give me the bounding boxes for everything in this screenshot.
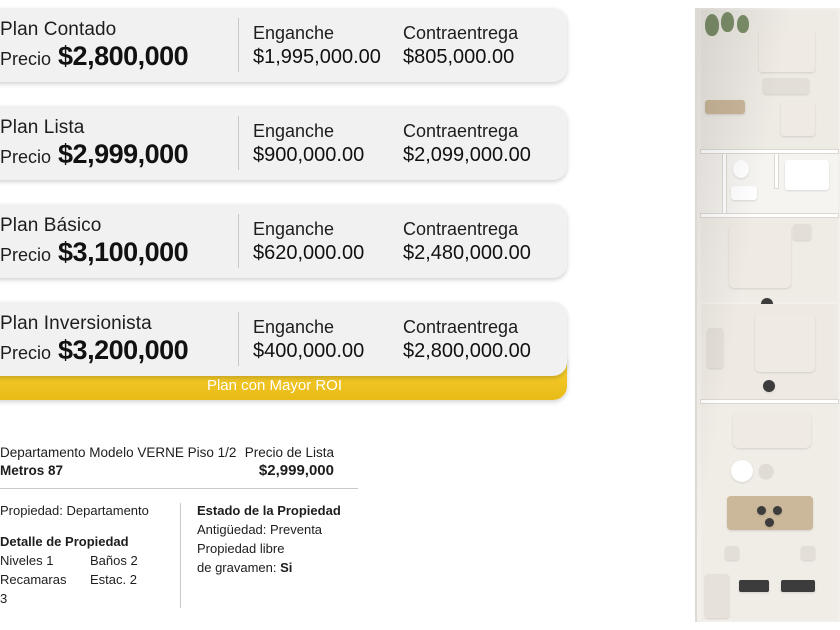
plan-card[interactable] [0,302,567,376]
plan-price-label: Precio [0,343,52,363]
contraentrega-column [403,120,555,167]
gravamen-line-1: Propiedad libre [197,541,285,556]
enganche-column [253,218,403,265]
shower-fixture [785,160,829,190]
plan-summary [0,216,238,266]
model-info [0,444,236,480]
nightstand-furniture [793,224,811,240]
plan-summary [0,118,238,168]
contraentrega-value: $2,099,000.00 [403,143,531,166]
interior-wall [723,154,726,214]
armchair-furniture [781,102,815,136]
detail-divider [180,503,181,608]
contraentrega-title: Contraentrega [403,22,519,43]
plan-card-highlight-wrapper [0,302,567,394]
side-table-furniture [759,464,773,478]
plan-name: Plan Contado [0,19,117,40]
interior-wall [701,214,838,217]
enganche-title: Enganche [253,22,335,43]
plan-summary [0,314,238,364]
gravamen-value: Si [280,560,293,575]
price-list-block [245,444,334,480]
plan-price-value: $2,999,000 [58,139,189,169]
model-line: Departamento Modelo VERNE Piso 1/2 [0,445,237,460]
enganche-column [253,120,403,167]
plan-price-value: $3,100,000 [58,237,189,267]
propiedad-type: Propiedad: Departamento [0,503,149,518]
sofa-furniture [759,30,815,72]
gravamen-prefix: de gravamen: [197,560,281,575]
bed-furniture [755,314,815,372]
tableware-icon [757,506,766,515]
contraentrega-column [403,22,555,69]
contraentrega-value: $2,480,000.00 [403,241,531,264]
price-list-label: Precio de Lista [244,445,334,460]
enganche-title: Enganche [253,120,335,141]
toilet-fixture [733,160,749,178]
gravamen-line-2 [197,558,358,577]
antiguedad-value: Antigüedad: Preventa [197,522,323,537]
contraentrega-column [403,218,555,265]
contraentrega-column [403,316,555,363]
card-divider [238,312,239,366]
card-divider [238,214,239,268]
chair-furniture [725,546,739,560]
detail-header [0,440,358,489]
price-list-value: $2,999,000 [258,462,334,479]
side-table-furniture [731,460,753,482]
roi-ribbon: Plan con Mayor ROI [0,358,567,400]
enganche-column [253,316,403,363]
plan-price-label: Precio [0,49,52,69]
contraentrega-title: Contraentrega [403,316,519,337]
niveles-value: Niveles 1 [0,553,54,568]
enganche-title: Enganche [253,316,335,337]
detail-columns [0,489,358,608]
detalle-row-2 [0,570,170,608]
enganche-value: $400,000.00 [253,339,365,362]
plan-price-value: $3,200,000 [58,335,189,365]
detail-right-column [197,501,358,608]
plan-price-label: Precio [0,147,52,167]
contraentrega-value: $805,000.00 [403,45,515,68]
floorplan-render [695,0,840,630]
plan-list [0,8,567,400]
card-divider [238,116,239,170]
plan-name: Plan Inversionista [0,313,152,334]
enganche-title: Enganche [253,218,335,239]
sofa-furniture [733,412,811,448]
bed-furniture [729,224,791,288]
tableware-icon [773,506,782,515]
plan-card[interactable] [0,204,567,278]
detail-left-column [0,501,180,608]
sink-fixture [731,186,757,200]
estado-propiedad-title: Estado de la Propiedad [197,503,341,518]
plan-summary [0,20,238,70]
bench-furniture [705,100,745,114]
contraentrega-value: $2,800,000.00 [403,339,531,362]
plan-price-label: Precio [0,245,52,265]
enganche-column [253,22,403,69]
recamaras-value: Recamaras 3 [0,572,67,606]
enganche-value: $900,000.00 [253,143,365,166]
kitchen-counter-furniture [781,580,815,592]
detalle-propiedad-title: Detalle de Propiedad [0,534,129,549]
contraentrega-title: Contraentrega [403,120,519,141]
lamp-icon [763,380,775,392]
detalle-row-1 [0,551,170,570]
plan-card[interactable] [0,106,567,180]
interior-wall [701,400,838,403]
interior-wall [701,150,838,153]
chair-furniture [801,546,815,560]
enganche-value: $1,995,000.00 [253,45,381,68]
metros-line: Metros 87 [0,463,64,478]
plant-icon [721,12,734,32]
plan-price-value: $2,800,000 [58,41,189,71]
plant-icon [737,15,749,33]
interior-wall [775,154,778,188]
plan-name: Plan Básico [0,215,102,236]
tableware-icon [765,518,774,527]
coffee-table-furniture [763,78,809,94]
floorplan-canvas [695,8,840,622]
plan-card[interactable] [0,8,567,82]
property-detail-panel [0,440,358,608]
kitchen-counter-furniture [739,580,769,592]
estacionamiento-value: Estac. 2 [90,572,137,587]
closet-furniture [707,328,723,368]
plant-icon [705,14,719,36]
cabinet-furniture [705,574,729,618]
contraentrega-title: Contraentrega [403,218,519,239]
banos-value: Baños 2 [90,553,138,568]
enganche-value: $620,000.00 [253,241,365,264]
card-divider [238,18,239,72]
plan-name: Plan Lista [0,117,85,138]
